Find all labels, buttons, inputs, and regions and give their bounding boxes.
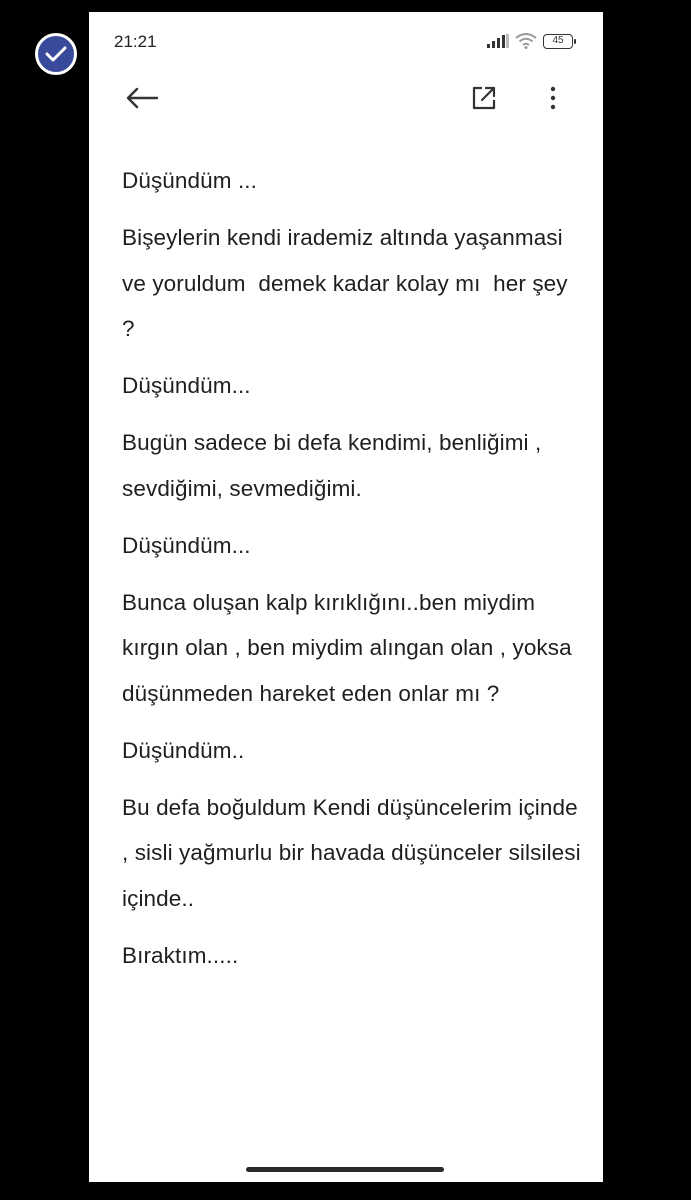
status-icons [487, 33, 573, 49]
more-vertical-icon [550, 86, 556, 110]
status-bar [89, 12, 603, 72]
note-paragraph: Bu defa boğuldum Kendi düşüncelerim içinde , sisli yağmurlu bir havada düşünceler silsilesi içinde.. [122, 794, 588, 911]
battery-icon: 45 [543, 34, 573, 49]
note-paragraph: Düşündüm ... [122, 168, 258, 193]
home-indicator[interactable] [246, 1167, 444, 1172]
note-paragraph: Düşündüm.. [122, 737, 245, 763]
signal-icon [487, 34, 509, 48]
open-in-new-button[interactable] [462, 76, 506, 120]
open-in-new-icon [471, 85, 497, 111]
wifi-icon [515, 33, 537, 49]
note-paragraph: Bıraktım..... [122, 942, 239, 968]
verified-check-icon [35, 33, 77, 75]
note-paragraph: Bişeylerin kendi irademiz altında yaşanmasi ve yoruldum demek kadar kolay mı her şey ? [122, 225, 581, 341]
back-button[interactable] [120, 76, 164, 120]
arrow-left-icon [125, 87, 159, 109]
note-paragraph: Düşündüm... [122, 373, 251, 398]
more-options-button[interactable] [531, 76, 575, 120]
note-paragraph: Bugün sadece bi defa kendimi, benliğimi , sevdiğimi, sevmediğimi. [122, 430, 548, 501]
note-paragraph: Düşündüm... [122, 532, 251, 558]
note-paragraph: Bunca oluşan kalp kırıklığını..ben miydim kırgın olan , ben miydim alıngan olan , yoksa düşünmeden hareket eden onlar mı ? [122, 589, 579, 706]
note-body[interactable] [122, 158, 588, 990]
note-screen [89, 12, 603, 1182]
app-bar [89, 72, 603, 142]
status-time: 21:21 [114, 32, 157, 51]
